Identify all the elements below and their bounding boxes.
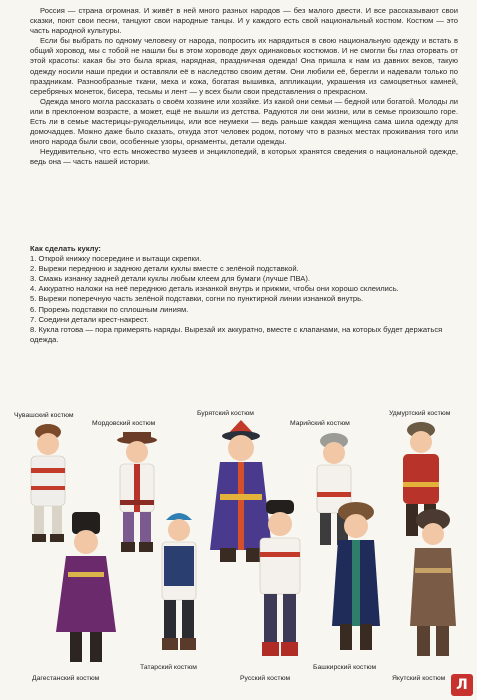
label-tatar: Татарский костюм bbox=[140, 664, 197, 671]
label-udmurt: Удмуртский костюм bbox=[389, 410, 451, 417]
instructions-title: Как сделать куклу: bbox=[30, 244, 101, 253]
tatar-figure bbox=[150, 506, 208, 658]
doll-instructions bbox=[30, 244, 458, 345]
instruction-step: 7. Соедини детали крест-накрест. bbox=[30, 314, 149, 324]
instruction-step: 4. Аккуратно наложи на неё переднюю деталь изнанкой внутрь и прижми, чтобы они хорошо склеились. bbox=[30, 284, 399, 294]
label-mordva: Мордовский костюм bbox=[92, 420, 156, 427]
instruction-step: 3. Смажь изнанку задней детали куклы любым клеем для бумаги (лучше ПВА). bbox=[30, 274, 311, 284]
yakut-figure bbox=[402, 508, 464, 668]
instruction-step: 6. Прорежь подставки по сплошным линиям. bbox=[30, 304, 189, 314]
bashkir-figure bbox=[324, 500, 388, 660]
label-mari: Марийский костюм bbox=[290, 420, 350, 427]
dagestan-figure bbox=[48, 512, 124, 672]
instructions-list bbox=[30, 254, 458, 345]
paragraph: Одежда много могла рассказать о своём хозяине или хозяйке. Из какой они семьи — бедной или богатой. Молоды ли или в преклонном возрасте, а может, ещё не вышли из детства. Радуются ли они жизни, или в семье произошло горе. Есть ли в семье мастерицы-рукодельницы, или все неумехи — ведь раньше каждая женщина сама шила одежду для домочадцев. Можно даже было сказать, откуда этот человек родом, потому что в разных местах проживания того или иного народа были свои, особенные узоры, орнаменты, детали одежды. bbox=[30, 96, 458, 147]
instruction-step: 5. Вырежи поперечную часть зелёной подставки, согни по пунктирной линии изнанкой внутрь. bbox=[30, 294, 364, 304]
paragraph: Неудивительно, что есть множество музеев и энциклопедий, в которых хранятся сведения о национальной одежде, ведь она — часть нашей истории. bbox=[30, 147, 458, 167]
intro-text bbox=[30, 6, 458, 168]
label-chuvash: Чувашский костюм bbox=[14, 412, 74, 419]
label-buryat: Бурятский костюм bbox=[197, 410, 254, 417]
russian-figure bbox=[248, 500, 312, 670]
instruction-step: 8. Кукла готова — пора примерять наряды. Вырезай их аккуратно, вместе с клапанами, на которых будет держаться одежда. bbox=[30, 324, 443, 344]
instruction-step: 2. Вырежи переднюю и заднюю детали куклы вместе с зелёной подставкой. bbox=[30, 264, 299, 274]
publisher-logo: Л bbox=[451, 674, 473, 696]
label-dagestan: Дагестанский костюм bbox=[32, 675, 100, 682]
label-russian: Русский костюм bbox=[240, 675, 291, 682]
label-bashkir: Башкирский костюм bbox=[313, 664, 377, 671]
label-yakut: Якутский костюм bbox=[392, 675, 446, 682]
paragraph: Россия — страна огромная. И живёт в ней много разных народов — без малого двести. И все рассказывают свои сказки, поют свои песни, танцуют свои народные танцы. И у каждого есть свой национальный костюм. Костюм — это часть народной культуры. bbox=[30, 6, 458, 36]
instruction-step: 1. Открой книжку посередине и вытащи скрепки. bbox=[30, 254, 202, 264]
paragraph: Если бы выбрать по одному человеку от народа, попросить их нарядиться в свою национальную одежду и встать в общий хоровод, мы с тобой не нашли бы в этом хороводе двух одинаковых костюмов. И не смогли бы глаз оторвать от этой красоты: какая бы это была яркая, нарядная, праздничная одежда! Она пришла к нам из давних веков, такую одежду носили наши предки и оставляли её в наследство своим детям. Они любили её, берегли и надевали только по праздникам. Разнообразные ткани, меха и кожа, богатая вышивка, аппликации, украшения из самоцветных камней, серебряных монеток, бисера, тесьмы и лент — у всех были свои представления о прекрасном. bbox=[30, 36, 458, 96]
